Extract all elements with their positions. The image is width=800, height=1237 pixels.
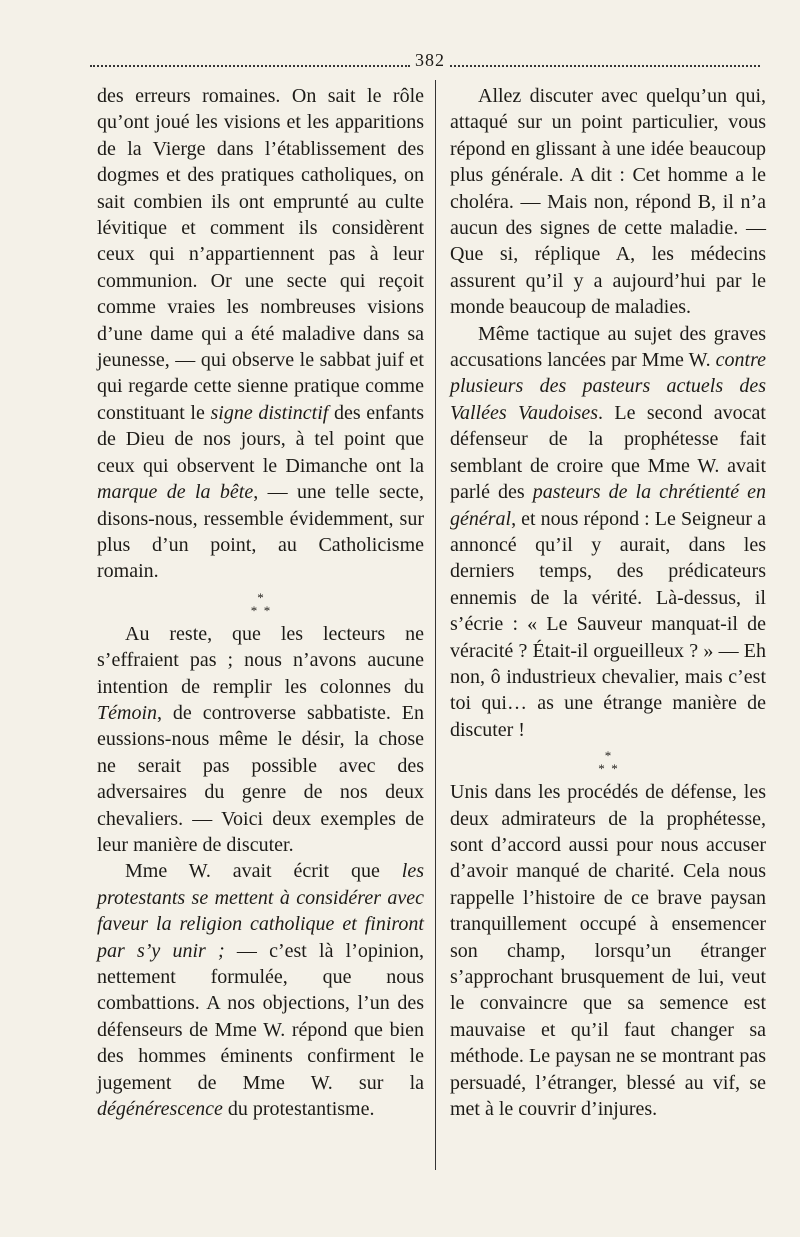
italic-run: Témoin xyxy=(97,701,157,724)
text-run: Allez discuter avec quelqu’un qui, attaqué sur un point particulier, vous répond en glissant à une idée beaucoup plus générale. A dit : Cet homme a le choléra. — Mais non, répond B, il n’a aucun des signes de cette maladie. — Que si, réplique A, les médecins assurent qu’il y a aujourd’hui par le monde beaucoup de maladies. xyxy=(450,85,766,319)
italic-run: signe distinctif xyxy=(210,401,329,424)
asterism-star: * xyxy=(598,761,605,777)
italic-run: marque de la bête xyxy=(97,481,254,504)
asterism xyxy=(450,743,766,779)
italic-run: contre plusieurs des pasteurs actuels des Vallées Vaudoises xyxy=(450,349,767,424)
left-paragraph-2 xyxy=(97,621,424,859)
page-header xyxy=(90,50,770,72)
right-column xyxy=(450,83,766,1122)
right-paragraph-2 xyxy=(450,321,766,744)
text-run: , de controverse sabbatiste. En eussions-nous même le désir, la chose ne serait pas possible avec des adversaires du genre de nos deux chevaliers. — Voici deux exemples de leur manière de discuter. xyxy=(97,701,424,856)
text-run: — c’est là l’opinion, nettement formulée, que nous combattions. A nos objections, l’un des défenseurs de Mme W. répond que bien des hommes éminents confirment le jugement de Mme W. sur la xyxy=(97,939,424,1094)
asterism xyxy=(97,585,424,621)
text-run: Mme W. avait écrit que xyxy=(125,860,380,883)
text-run: Unis dans les procédés de défense, les deux admirateurs de la prophétesse, sont d’accord aussi pour nous accuser d’avoir manqué de charité. Cela nous rappelle l’histoire de ce brave paysan tranquillement occupé à ensemencer son champ, lorsqu’un étranger s’approchant brusquement de lui, veut le convaincre que sa semence est mauvaise et qu’il faut changer sa méthode. Le paysan ne se montrant pas persuadé, l’étranger, blessé au vif, se met à le couvrir d’injures. xyxy=(450,781,766,1121)
text-run: , et nous répond : Le Seigneur a annoncé qu’il y aurait, dans les derniers temps, des prédicateurs ennemis de la vérité. Là-dessus, il s’écrie : « Le Sauveur manquat-il de véracité ? Était-il orgueilleux ? » — Eh non, ô industrieux chevalier, mais c’est toi qui… as une étrange manière de discuter ! xyxy=(450,507,766,741)
page-number: 382 xyxy=(415,50,445,70)
text-run: , — une telle secte, disons-nous, ressemble évidemment, sur plus d’un point, au Catholicisme romain. xyxy=(97,481,424,583)
text-run: . Le second avocat défenseur de la prophétesse fait semblant de croire que Mme W. avait parlé des xyxy=(450,401,766,504)
asterism-star: * xyxy=(611,761,618,777)
text-run: des enfants de Dieu de nos jours, à tel point que ceux qui observent le Dimanche ont la xyxy=(97,401,425,477)
asterism-star: * xyxy=(250,602,258,618)
text-run: Même tactique au sujet des graves accusations lancées par Mme W. xyxy=(450,322,766,372)
asterism-star: * xyxy=(604,748,612,764)
asterism-star xyxy=(97,604,424,617)
left-paragraph-1 xyxy=(97,83,424,585)
asterism-star: * xyxy=(257,589,264,605)
asterism-star: * xyxy=(263,602,271,618)
text-run: Au reste, que les lecteurs ne s’effraient pas ; nous n’avons aucune intention de remplir les colonnes du xyxy=(97,622,424,698)
left-column xyxy=(97,83,424,1122)
right-paragraph-3 xyxy=(450,779,766,1122)
header-rule-right xyxy=(450,65,760,67)
text-run: des erreurs romaines. On sait le rôle qu’ont joué les visions et les apparitions de la Vierge dans l’établissement des dogmes et des pratiques catholiques, on sait combien ils ont emprunté au culte lévitique et comment ils considèrent ceux qui n’appartiennent pas à leur communion. Or une secte qui reçoit comme vraies les nombreuses visions d’une dame qui a été maladive dans sa jeunesse, — qui observe le sabbat juif et qui regarde cette sienne pratique comme constituant le xyxy=(97,85,424,424)
left-paragraph-3 xyxy=(97,858,424,1122)
right-paragraph-1 xyxy=(450,83,766,321)
text-run: du protestantisme. xyxy=(227,1098,375,1121)
italic-run: pasteurs de la chrétienté en général xyxy=(450,481,767,530)
italic-run: les protestants se mettent à considérer avec faveur la religion catholique et finiront par s’y unir ; xyxy=(97,860,424,962)
column-divider xyxy=(435,80,436,1170)
italic-run: dégénérescence xyxy=(97,1098,223,1121)
asterism-star xyxy=(450,762,766,775)
header-rule-left xyxy=(90,65,410,67)
